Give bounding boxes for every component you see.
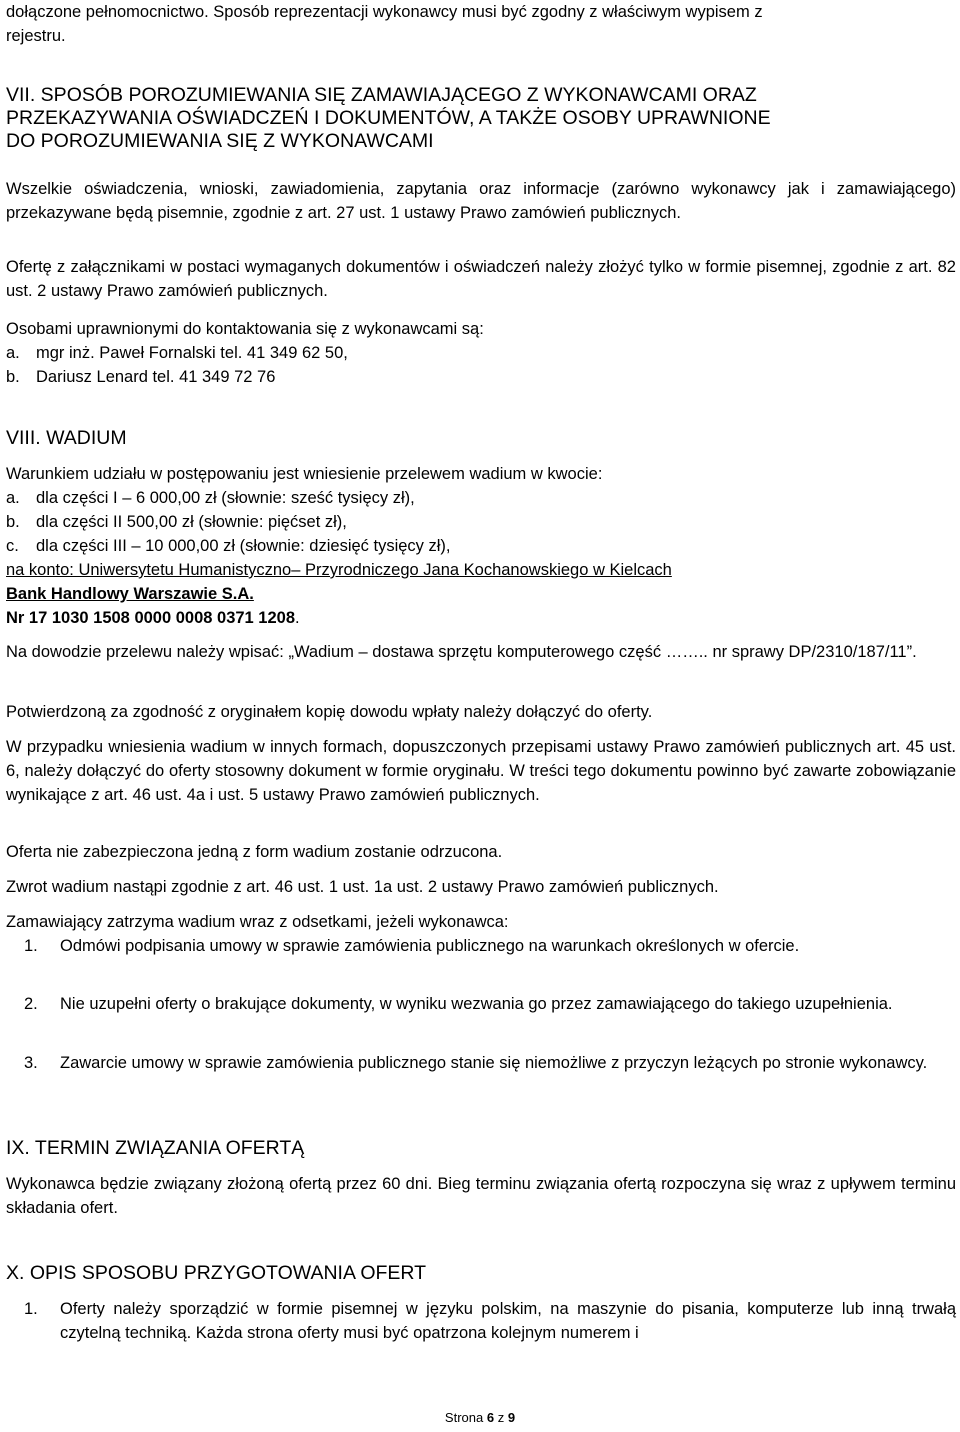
section-x: [6, 1262, 956, 1285]
contact-marker: b.: [6, 368, 20, 386]
retain-block-3: [6, 1051, 956, 1075]
account-line: na konto: Uniwersytetu Humanistyczno– Przyrodniczego Jana Kochanowskiego w Kielcach: [6, 561, 672, 579]
section-ix-body: [6, 1172, 956, 1220]
retain-text: Nie uzupełni oferty o brakujące dokumenty, w wyniku wezwania go przez zamawiającego do takiego uzupełnienia.: [60, 995, 893, 1013]
bank-name: Bank Handlowy Warszawie S.A.: [6, 585, 254, 603]
return-block: [6, 875, 956, 899]
section-viii-heading: VIII. WADIUM: [6, 427, 127, 449]
section-viii: [6, 427, 956, 450]
intro-line-1: dołączone pełnomocnictwo. Sposób reprezentacji wykonawcy musi być zgodny z właściwym wypisem z: [6, 3, 763, 21]
rejected-note: Oferta nie zabezpieczona jedną z form wadium zostanie odrzucona.: [6, 843, 503, 861]
wadium-item: [6, 534, 956, 558]
retain-marker: 1.: [24, 937, 38, 955]
retain-item: [6, 934, 956, 958]
transfer-block: [6, 640, 956, 664]
offer-item: [6, 1297, 956, 1345]
intro-line-2: rejestru.: [6, 27, 66, 45]
section-ix-heading: IX. TERMIN ZWIĄZANIA OFERTĄ: [6, 1137, 305, 1159]
account-number: Nr 17 1030 1508 0000 0008 0371 1208: [6, 609, 296, 627]
footer-separator: z: [497, 1410, 505, 1425]
section-x-heading: X. OPIS SPOSOBU PRZYGOTOWANIA OFERT: [6, 1262, 427, 1284]
retain-item: [6, 992, 956, 1016]
contact-text: mgr inż. Paweł Fornalski tel. 41 349 62 50,: [36, 344, 348, 362]
section-vii-heading-3: DO POROZUMIEWANIA SIĘ Z WYKONAWCAMI: [6, 130, 434, 152]
section-vii-body: [6, 177, 956, 225]
section-vii-para-1: Wszelkie oświadczenia, wnioski, zawiadomienia, zapytania oraz informacje (zarówno wykonawcy jak i zamawiającego) przekazywane będą pisemnie, zgodnie z art. 27 ust. 1 ustawy Prawo zamówień publicznych.: [6, 180, 956, 222]
wadium-marker: c.: [6, 537, 19, 555]
retain-text: Zawarcie umowy w sprawie zamówienia publicznego stanie się niemożliwe z przyczyn leżących po stronie wykonawcy.: [60, 1054, 928, 1072]
retain-item: [6, 1051, 956, 1075]
other-forms-note: W przypadku wniesienia wadium w innych formach, dopuszczonych przepisami ustawy Prawo zamówień publicznych art. 45 ust. 6, należy dołączyć do oferty stosowny dokument w formie oryginału. W treści tego dokumentu powinno być zawarte zobowiązanie wynikające z art. 46 ust. 4a i ust. 5 ustawy Prawo zamówień publicznych.: [6, 738, 956, 804]
retain-marker: 3.: [24, 1054, 38, 1072]
wadium-intro: Warunkiem udziału w postępowaniu jest wniesienie przelewem wadium w kwocie:: [6, 465, 603, 483]
section-vii-para-2-wrap: [6, 255, 956, 303]
retain-text: Odmówi podpisania umowy w sprawie zamówienia publicznego na warunkach określonych w ofercie.: [60, 937, 800, 955]
wadium-text: dla części II 500,00 zł (słownie: pięćset zł),: [36, 513, 347, 531]
return-note: Zwrot wadium nastąpi zgodnie z art. 46 ust. 1 ust. 1a ust. 2 ustawy Prawo zamówień publicznych.: [6, 878, 719, 896]
section-ix: [6, 1137, 956, 1160]
section-vii-heading-2: PRZEKAZYWANIA OŚWIADCZEŃ I DOKUMENTÓW, A TAKŻE OSOBY UPRAWNIONE: [6, 107, 771, 129]
offer-text: Oferty należy sporządzić w formie pisemnej w języku polskim, na maszynie do pisania, komputerze lub inną trwałą czytelną techniką. Każda strona oferty musi być opatrzona kolejnym numerem i: [60, 1300, 956, 1342]
wadium-item: [6, 486, 956, 510]
wadium-marker: b.: [6, 513, 20, 531]
footer-total-pages: 9: [507, 1410, 516, 1425]
wadium-text: dla części III – 10 000,00 zł (słownie: dziesięć tysięcy zł),: [36, 537, 451, 555]
footer-label: Strona: [444, 1410, 484, 1425]
contact-marker: a.: [6, 344, 20, 362]
section-vii-para-2: Ofertę z załącznikami w postaci wymaganych dokumentów i oświadczeń należy złożyć tylko w formie pisemnej, zgodnie z art. 82 ust. 2 ustawy Prawo zamówień publicznych.: [6, 258, 956, 300]
account-suffix: .: [295, 609, 300, 627]
rejected-block: [6, 840, 956, 864]
wadium-text: dla części I – 6 000,00 zł (słownie: sześć tysięcy zł),: [36, 489, 415, 507]
retain-block-2: [6, 992, 956, 1016]
page-footer: [0, 1410, 960, 1426]
contact-item: [6, 365, 956, 389]
retain-marker: 2.: [24, 995, 38, 1013]
section-vii: [6, 84, 956, 153]
confirm-block: [6, 700, 956, 724]
transfer-note: Na dowodzie przelewu należy wpisać: „Wadium – dostawa sprzętu komputerowego część …….. nr sprawy DP/2310/187/11”.: [6, 643, 917, 661]
other-forms-block: [6, 735, 956, 807]
contact-item: [6, 341, 956, 365]
section-ix-para: Wykonawca będzie związany złożoną ofertą przez 60 dni. Bieg terminu związania ofertą rozpoczyna się wraz z upływem terminu składania ofert.: [6, 1175, 956, 1217]
confirm-note: Potwierdzoną za zgodność z oryginałem kopię dowodu wpłaty należy dołączyć do oferty.: [6, 703, 653, 721]
offer-marker: 1.: [24, 1300, 38, 1318]
wadium-block: [6, 462, 956, 630]
contact-text: Dariusz Lenard tel. 41 349 72 76: [36, 368, 276, 386]
wadium-item: [6, 510, 956, 534]
wadium-marker: a.: [6, 489, 20, 507]
footer-current-page: 6: [486, 1410, 495, 1425]
section-x-body: [6, 1297, 956, 1345]
retain-block: [6, 910, 956, 958]
contacts-intro: Osobami uprawnionymi do kontaktowania się z wykonawcami są:: [6, 320, 484, 338]
retain-intro: Zamawiający zatrzyma wadium wraz z odsetkami, jeżeli wykonawca:: [6, 913, 509, 931]
section-vii-heading-1: VII. SPOSÓB POROZUMIEWANIA SIĘ ZAMAWIAJĄCEGO Z WYKONAWCAMI ORAZ: [6, 84, 757, 106]
intro-block: [6, 0, 956, 48]
contacts-block: [6, 317, 956, 389]
account-number-line: [6, 606, 956, 630]
